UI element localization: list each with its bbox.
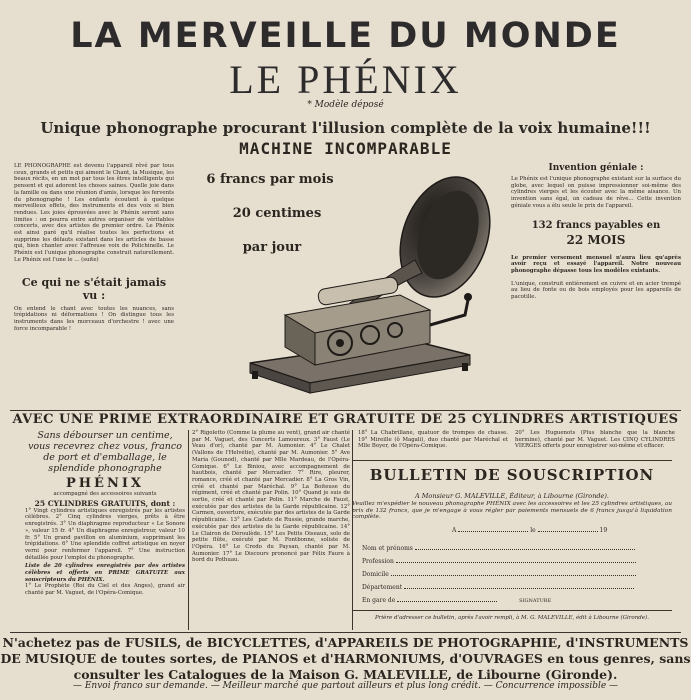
- subscribe-column: [25, 430, 185, 597]
- footer-note: — Envoi franco sur demande. — Meilleur marché que partout ailleurs et plus long crédit. — Concurrence impossible —: [72, 681, 619, 691]
- songs-right: 18° La Chabrillane, quatuor de trompes de chasse. 19° Mireille (ô Magali), duo chanté par Maréchal et Mlle Boyer, de l'Opéra-Comique.: [358, 430, 508, 450]
- field-domicile-line: [391, 575, 636, 576]
- signature-label: SIGNATURE: [519, 598, 552, 604]
- field-station-line: [397, 601, 497, 602]
- field-station-label: En gare de: [362, 597, 396, 604]
- left-column: [14, 163, 174, 332]
- date-suffix: 19: [599, 527, 608, 534]
- place-label: A: [452, 527, 457, 534]
- bulletin-title: BULLETIN DE SOUSCRIPTION: [369, 466, 655, 484]
- bulletin-fields: [362, 542, 662, 608]
- tagline: Unique phonographe procurant l'illusion complète de la voix humaine!!!: [40, 119, 651, 137]
- right-heading: Invention géniale :: [548, 163, 644, 173]
- field-department-line: [404, 588, 634, 589]
- date-blank[interactable]: [538, 531, 598, 532]
- right-price: 132 francs payables en: [531, 219, 661, 231]
- subscribe-product: PHÉNIX: [65, 476, 145, 491]
- left-column-text: LE PHONOGRAPHE est devenu l'appareil rêvé par tous ceux, grands et petits qui aiment le Chant, la Musique, les beaux récits, en un mot par tous les êtres intelligents qui pensent et qui adorent les choses saines. Quelle joie dans la famille ou dans une réunion d'amis, lorsque les fervents du phonographe ! Les enfants écoutent à quelque merveilleux effets, des instruments et des voix si bien rendues. Les joies éprouvées avec le Phénix seront sans limites : on pourra entre autres organiser de véritables concerts, avec des artistes de premier ordre. Le Phénix est ainsi paré qu'il réalise toutes les perfections et supprime les défauts existant dans les articles de basse qui, bien chanter avec l'affreuse voix de Polichinelle. Le Phénix est l'unique phonographe construit naturellement. Le Phénix est l'une le ... (suite): [14, 163, 174, 263]
- prime-banner: AVEC UNE PRIME EXTRAORDINAIRE ET GRATUITE DE 25 CYLINDRES ARTISTIQUES: [12, 412, 679, 427]
- date-label: le: [530, 527, 536, 534]
- right-column: [511, 163, 681, 301]
- bulletin-addressee: A Monsieur G. MALEVILLE, Éditeur, à Libourne (Gironde).: [415, 492, 609, 500]
- field-profession[interactable]: [362, 555, 662, 568]
- price-line-2: 20 centimes: [232, 206, 322, 221]
- field-department[interactable]: [362, 581, 662, 594]
- right-note: Le premier versement mensuel n'aura lieu qu'après avoir reçu et essayé l'appareil. Notre nouveau phonographe dépasse tous les modèles existants.: [511, 254, 681, 274]
- subscribe-intro: Sans débourser un centime, vous recevrez chez vous, franco de port et d'emballage, le splendide phonographe: [28, 430, 182, 474]
- headline: LA MERVEILLE DU MONDE: [70, 16, 621, 56]
- subscribe-first: 1° Le Prophète (Roi du Ciel et des Anges), grand air chanté par M. Vaguet, de l'Opéra-Comique.: [25, 583, 185, 597]
- left-question: Ce qui ne s'était jamais vu :: [21, 275, 167, 302]
- songs-column: [192, 430, 350, 564]
- bulletin-footer: Prière d'adresser ce bulletin, après l'avoir rempli, à M. G. MALEVILLE, édit à Libourne (Gironde).: [375, 615, 649, 621]
- songs-far-right: 20° Les Huguenots (Plus blanche que la blanche hermine), chanté par M. Vaguet. Les CINQ CYLINDRES VIERGES offerts pour enregistrer soi-même et effacer.: [515, 430, 675, 450]
- divider-v1: [188, 430, 189, 630]
- field-name-line: [415, 549, 635, 550]
- field-name[interactable]: [362, 542, 662, 555]
- right-text: Le Phénix est l'unique phonographe existant sur la surface du globe, avec lequel on puisse impressionner soi-même des cylindres vierges et les écouter avec la même aisance. Un invention sans égal, un cadeau de rêve... Cette invention géniale vous a élu seule le prix de l'appareil.: [511, 176, 681, 209]
- field-profession-line: [396, 562, 636, 563]
- divider-top: [10, 410, 681, 411]
- right-more: L'unique, construit entièrement en cuivre et en acier trempé au lieu de fonte ou de bois employés pour les appareils de pacotille.: [511, 280, 681, 301]
- place-blank[interactable]: [458, 531, 528, 532]
- bulletin-date-line: [452, 527, 652, 534]
- field-department-label: Département: [362, 584, 403, 591]
- bulletin-body: Veuillez m'expédier le nouveau phonographe PHÉNIX avec les accessoires et les 25 cylindres artistiques, au prix de 132 francs, que je m'engage à vous régler par paiements mensuels de 6 francs jusqu'à liquidation complète.: [352, 501, 672, 521]
- model-note: * Modèle déposé: [307, 100, 384, 110]
- field-name-label: Nom et prénoms: [362, 545, 413, 552]
- subscribe-list-note: Liste de 20 cylindres enregistrés par des artistes célèbres et offerts en PRIME GRATUITE aux souscripteurs du PHÉNIX.: [25, 563, 185, 583]
- subtitle: MACHINE INCOMPARABLE: [239, 139, 452, 158]
- bulletin-top-rule: [352, 460, 672, 461]
- subscribe-items: 1° Vingt cylindres artistiques enregistrés par les artistes célèbres. 2° Cinq cylindres vierges, prêts à être enregistrés. 3° Un diaphragme reproducteur « Le Sonore », valeur 15 fr. 4° Un diaphragme enregistreur, valeur 10 fr. 5° Un grand pavillon en aluminium, supprimant les trépidations. 6° Une splendide coffret artistique en noyer verni pour renfermer l'appareil. 7° Une instruction détaillée pour l'emploi du phonographe.: [25, 507, 185, 561]
- field-station[interactable]: [362, 594, 662, 608]
- bulletin: [352, 460, 672, 635]
- right-months: 22 MOIS: [566, 232, 626, 247]
- bulletin-bottom-rule: [352, 610, 672, 611]
- subscribe-detail: accompagné des accessoires suivants: [53, 491, 157, 497]
- left-closing: On entend le chant avec toutes les nuances, sans trépidations ni déformations ! On distingue tous les instruments dans les morceaux d'orchestre ! avec une force incomparable !: [14, 305, 174, 332]
- field-domicile-label: Domicile: [362, 571, 389, 578]
- field-domicile[interactable]: [362, 568, 662, 581]
- subscribe-cylinders: 25 CYLINDRES GRATUITS, dont :: [34, 498, 176, 508]
- field-profession-label: Profession: [362, 558, 394, 565]
- songs-list: 2° Rigoletto (Comme la plume au vent), grand air chanté par M. Vaguet, des Concerts Lamoureux. 3° Faust (Le Veau d'or), chanté par M. Aumonier. 4° Le Chalet (Vallons de l'Helvétie), chanté par M. Aumonier. 5° Ave Maria (Gounod), chanté par Mlle Mardeau, de l'Opéra-Comique. 6° Le Biniou, avec accompagnement de hautbois, chanté par Mercadier. 7° Rire, pleurer, romance, créé et chanté par Mercadier. 8° La Gros Vin, créé et chanté par Maréchal. 9° La Boiteuse du régiment, créé et chanté par Polin. 10° Quand je suis de sortie, créé et chanté par Polin. 11° Marche de Faust, exécutée par des artistes de la Garde républicaine. 12° Carmen, ouverture, exécutée par des artistes de la Garde républicaine. 13° Les Cadets de Russie, grande marche, exécutée par des artistes de la Garde républicaine. 14° Le Clairon de Déroulède. 15° Les Petits Oiseaux, solo de petite flûte, exécuté par M. Fontbonne, soliste de l'Opéra. 16° Le Credo du Paysan, chanté par M. Aumonier. 17° Le Discours prononcé par Félix Faure à bord du Pothuau.: [192, 430, 350, 564]
- price-line-3: par jour: [242, 240, 302, 255]
- phonograph-illustration: [230, 165, 510, 400]
- footer-line: N'achetez pas de FUSILS, de BICYCLETTES, d'APPAREILS DE PHOTOGRAPHIE, d'INSTRUMENTS DE MUSIQUE de toutes sortes, de PIANOS et d'HARMONIUMS, d'OUVRAGES en tous genres, sans consulter les Catalogues de la Maison G. MALEVILLE, de Libourne (Gironde).: [0, 635, 691, 682]
- divider-bottom: [10, 632, 681, 633]
- price-line-1: 6 francs par mois: [206, 172, 334, 187]
- brand-name: LE PHÉNIX: [229, 57, 462, 102]
